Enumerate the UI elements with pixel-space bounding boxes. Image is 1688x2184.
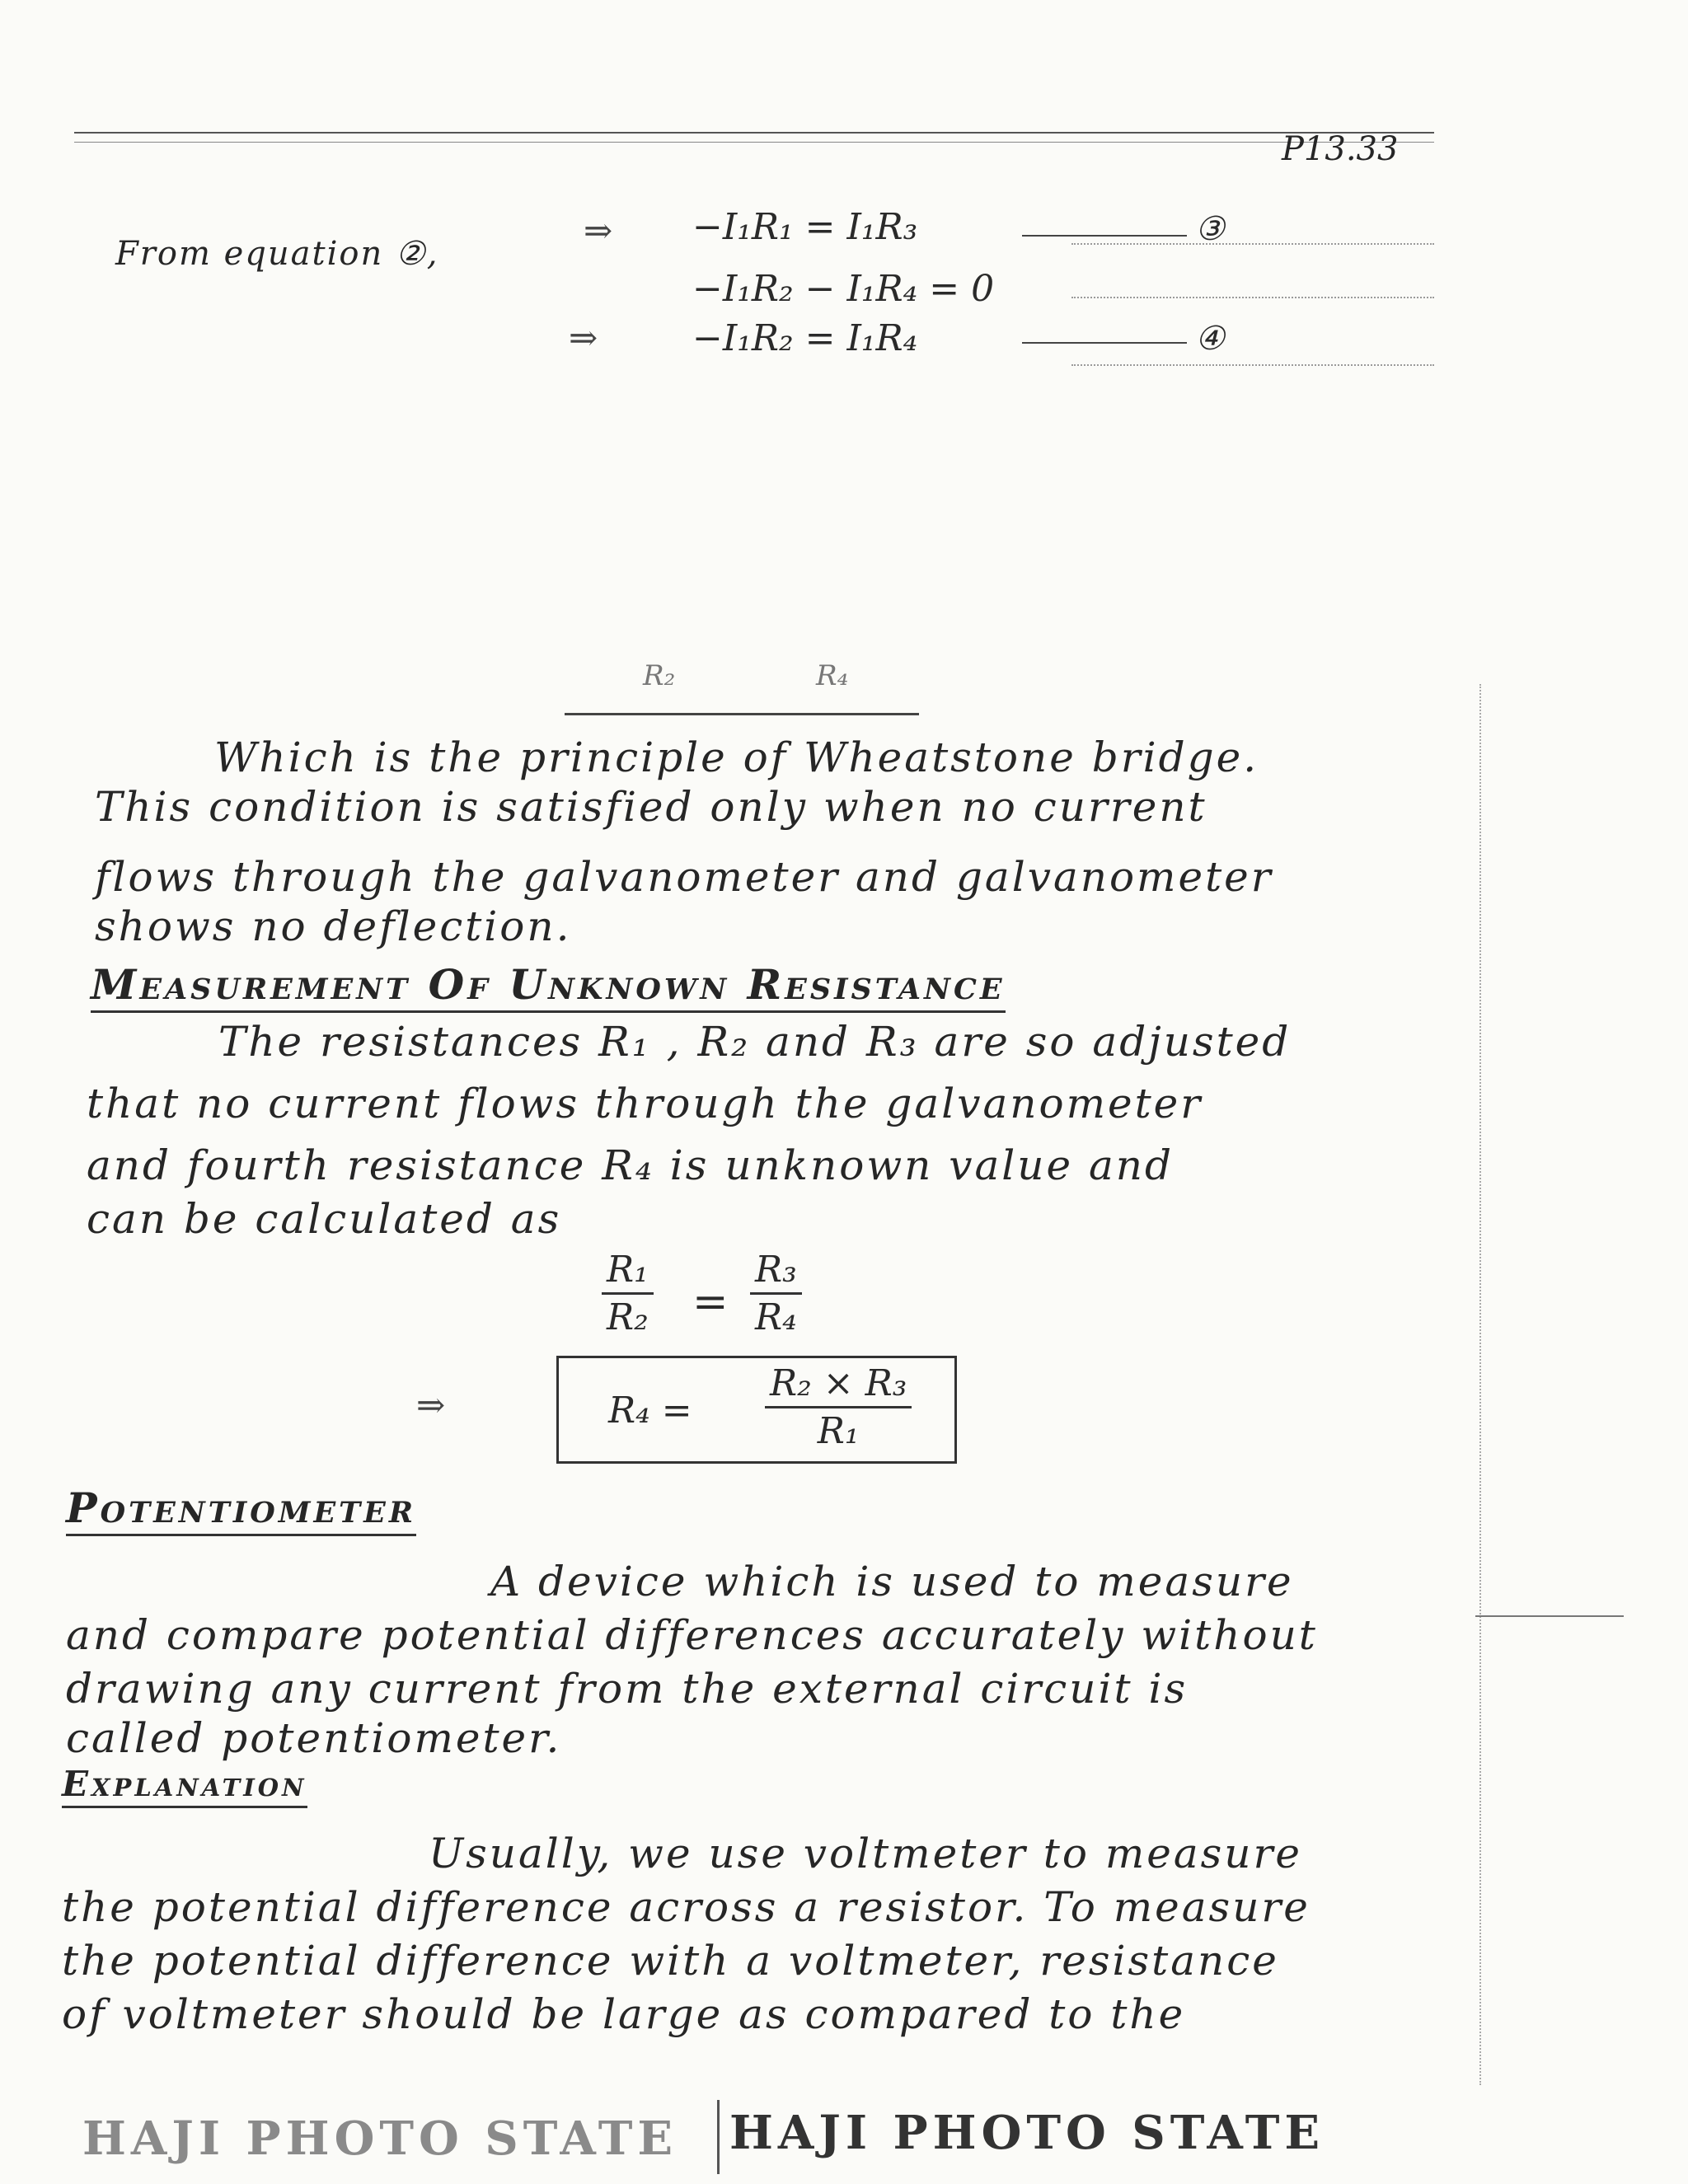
- paragraph-line: can be calculated as: [87, 1195, 562, 1243]
- paragraph-line: A device which is used to measure: [490, 1558, 1294, 1605]
- partial-fraction-right: R₄: [816, 659, 849, 692]
- boxed-fraction: [765, 1362, 912, 1452]
- paragraph-line: and compare potential differences accurately without: [66, 1611, 1318, 1659]
- paragraph-line: The resistances R₁ , R₂ and R₃ are so adjusted: [218, 1018, 1292, 1066]
- paragraph-line: and fourth resistance R₄ is unknown value and: [87, 1141, 1174, 1189]
- ratio-right-numerator: R₃: [750, 1249, 802, 1295]
- equation-3: −I₁R₁ = I₁R₃: [692, 206, 918, 248]
- ruled-line: [1071, 297, 1434, 298]
- paragraph-line: the potential difference with a voltmeter, resistance: [62, 1937, 1279, 1985]
- heading-measurement: Measurement Of Unknown Resistance: [91, 960, 1006, 1013]
- ratio-right-fraction: [750, 1249, 802, 1338]
- ratio-left-denominator: R₂: [607, 1296, 649, 1338]
- ratio-left-fraction: [602, 1249, 654, 1338]
- margin-rule: [1479, 684, 1481, 2085]
- boxed-lhs: R₄ =: [608, 1390, 692, 1432]
- implies-arrow-icon: ⇒: [416, 1385, 446, 1425]
- paragraph-line: called potentiometer.: [66, 1714, 562, 1762]
- margin-mark: [1475, 1615, 1624, 1617]
- heading-potentiometer: Potentiometer: [66, 1483, 416, 1536]
- ruled-line: [1071, 364, 1434, 366]
- from-equation-label: From equation ②,: [115, 235, 439, 273]
- equation-4: −I₁R₂ = I₁R₄: [692, 317, 918, 359]
- equation-3-tag: ③: [1195, 210, 1225, 248]
- boxed-result: [556, 1356, 957, 1464]
- paragraph-line: shows no deflection.: [95, 902, 572, 950]
- implies-arrow-icon: ⇒: [569, 317, 598, 358]
- paragraph-line: that no current flows through the galvanometer: [87, 1080, 1203, 1127]
- paragraph-line: flows through the galvanometer and galvanometer: [95, 853, 1273, 901]
- ratio-equals: =: [692, 1277, 729, 1327]
- ratio-right-denominator: R₄: [755, 1296, 797, 1338]
- paragraph-line: Usually, we use voltmeter to measure: [429, 1830, 1302, 1877]
- paragraph-line: Which is the principle of Wheatstone bridge.: [214, 733, 1259, 781]
- footer-stamp-left: HAJI PHOTO STATE: [82, 2111, 678, 2166]
- top-rule: [74, 132, 1434, 134]
- implies-arrow-icon: ⇒: [584, 210, 613, 251]
- ruled-line: [1071, 243, 1434, 245]
- paragraph-line: This condition is satisfied only when no current: [95, 783, 1207, 831]
- paragraph-line: of voltmeter should be large as compared to the: [62, 1990, 1186, 2038]
- paragraph-line: drawing any current from the external circuit is: [66, 1665, 1189, 1713]
- boxed-numerator: R₂ × R₃: [765, 1362, 912, 1408]
- heading-explanation: Explanation: [62, 1764, 307, 1808]
- fraction-bar: [565, 713, 919, 715]
- ratio-left-numerator: R₁: [602, 1249, 654, 1295]
- partial-fraction-left: R₂: [643, 659, 676, 692]
- footer-divider: [717, 2100, 720, 2174]
- equation-4-leader: [1022, 342, 1187, 344]
- top-rule-secondary: [74, 142, 1434, 143]
- page-number: P13.33: [1282, 130, 1399, 168]
- boxed-denominator: R₁: [817, 1410, 860, 1452]
- equation-4-tag: ④: [1195, 320, 1225, 358]
- equation-intermediate: −I₁R₂ − I₁R₄ = 0: [692, 268, 995, 310]
- footer-stamp-right: HAJI PHOTO STATE: [729, 2106, 1325, 2160]
- equation-3-leader: [1022, 235, 1187, 237]
- paragraph-line: the potential difference across a resistor. To measure: [62, 1883, 1311, 1931]
